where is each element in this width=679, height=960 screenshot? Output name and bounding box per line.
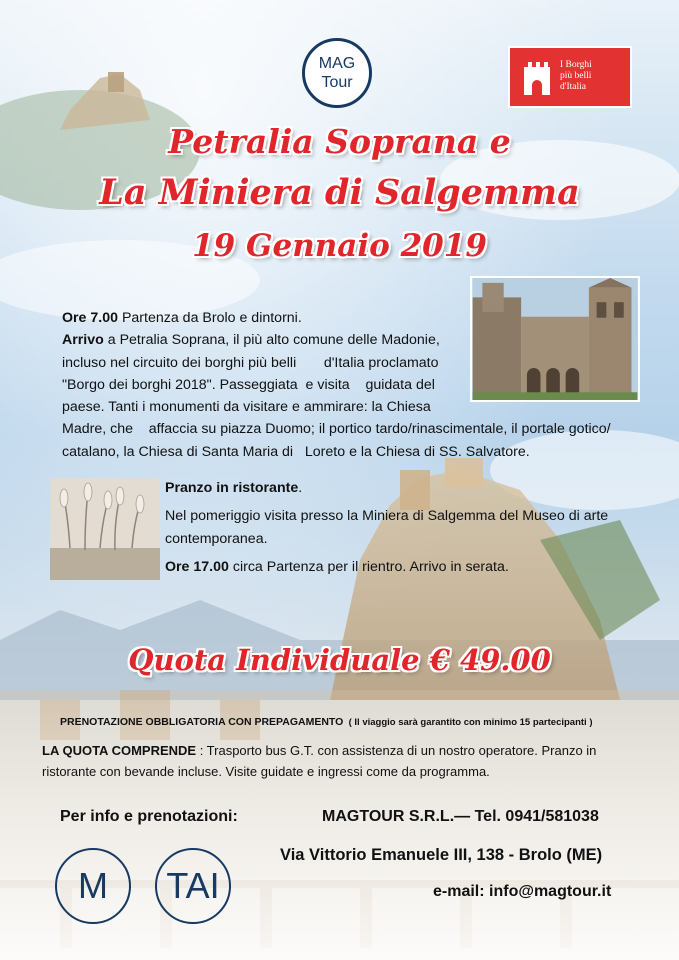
company-email: e-mail: info@magtour.it xyxy=(433,883,612,900)
lunch-line xyxy=(165,477,635,499)
lunch-label: Pranzo in ristorante xyxy=(165,480,299,496)
departure-text: Partenza da Brolo e dintorni. xyxy=(118,310,302,326)
program-line-2 xyxy=(62,329,652,351)
program-afternoon xyxy=(165,477,635,584)
price-includes xyxy=(42,740,652,782)
tai-logo: TAI xyxy=(155,848,231,924)
company-phone: MAGTOUR S.R.L.— Tel. 0941/581038 xyxy=(322,808,599,825)
program-line-5: paese. Tanti i monumenti da visitare e ammirare: la Chiesa xyxy=(62,399,431,416)
return-time: Ore 17.00 xyxy=(165,558,229,575)
castle-icon xyxy=(522,59,552,97)
program-line-3: incluso nel circuito dei borghi più belli d'Italia proclamato xyxy=(62,354,439,371)
booking-required-text: PRENOTAZIONE OBBLIGATORIA CON PREPAGAMENTO xyxy=(60,716,344,728)
booking-required xyxy=(60,716,593,728)
price-label: Quota Individuale € 49.00 xyxy=(128,643,551,677)
borghi-logo-line2: più belli xyxy=(560,71,592,81)
return-text: circa Partenza per il rientro. Arrivo in serata. xyxy=(228,558,509,575)
program-morning xyxy=(62,307,652,463)
borghi-logo-line1: I Borghi xyxy=(560,60,592,70)
arrival-label: Arrivo xyxy=(62,332,104,349)
includes-label: LA QUOTA COMPRENDE xyxy=(42,743,197,758)
afternoon-visit: Nel pomeriggio visita presso la Miniera di Salgemma del Museo di arte contemporanea. xyxy=(165,508,609,547)
magtour-logo-line1: MAG xyxy=(318,55,356,72)
info-label: Per info e prenotazioni: xyxy=(60,808,238,825)
booking-note: ( Il viaggio sarà garantito con minimo 15 partecipanti ) xyxy=(343,717,593,728)
title-line1: Petralia Soprana e xyxy=(168,122,511,161)
program-line-1 xyxy=(62,307,652,329)
arrival-text-1: a Petralia Soprana, il più alto comune delle Madonie, xyxy=(103,332,440,349)
magtour-logo xyxy=(302,38,372,108)
program-line-6: Madre, che affaccia su piazza Duomo; il portico tardo/rinascimentale, il portale gotico/ xyxy=(62,421,611,438)
departure-time: Ore 7.00 xyxy=(62,310,119,326)
program-line-4: "Borgo dei borghi 2018". Passeggiata e visita guidata del xyxy=(62,376,435,393)
borghi-logo xyxy=(508,46,632,108)
company-address: Via Vittorio Emanuele III, 138 - Brolo (ME) xyxy=(280,846,603,864)
return-line xyxy=(165,556,635,578)
lunch-tail: . xyxy=(298,480,303,496)
salt-mine-art-photo xyxy=(50,478,160,580)
title-line2: La Miniera di Salgemma xyxy=(99,172,580,213)
program-line-7: catalano, la Chiesa di Santa Maria di Loreto e la Chiesa di SS. Salvatore. xyxy=(62,443,530,460)
includes-text: : Trasporto bus G.T. con assistenza di un nostro operatore. Pranzo in ristorante con bevande incluse. Visite guidate e ingressi come da programma. xyxy=(42,743,597,779)
m-logo: M xyxy=(55,848,131,924)
event-date: 19 Gennaio 2019 xyxy=(192,228,487,264)
magtour-logo-line2: Tour xyxy=(321,74,353,91)
borghi-logo-line3: d'Italia xyxy=(560,82,586,92)
